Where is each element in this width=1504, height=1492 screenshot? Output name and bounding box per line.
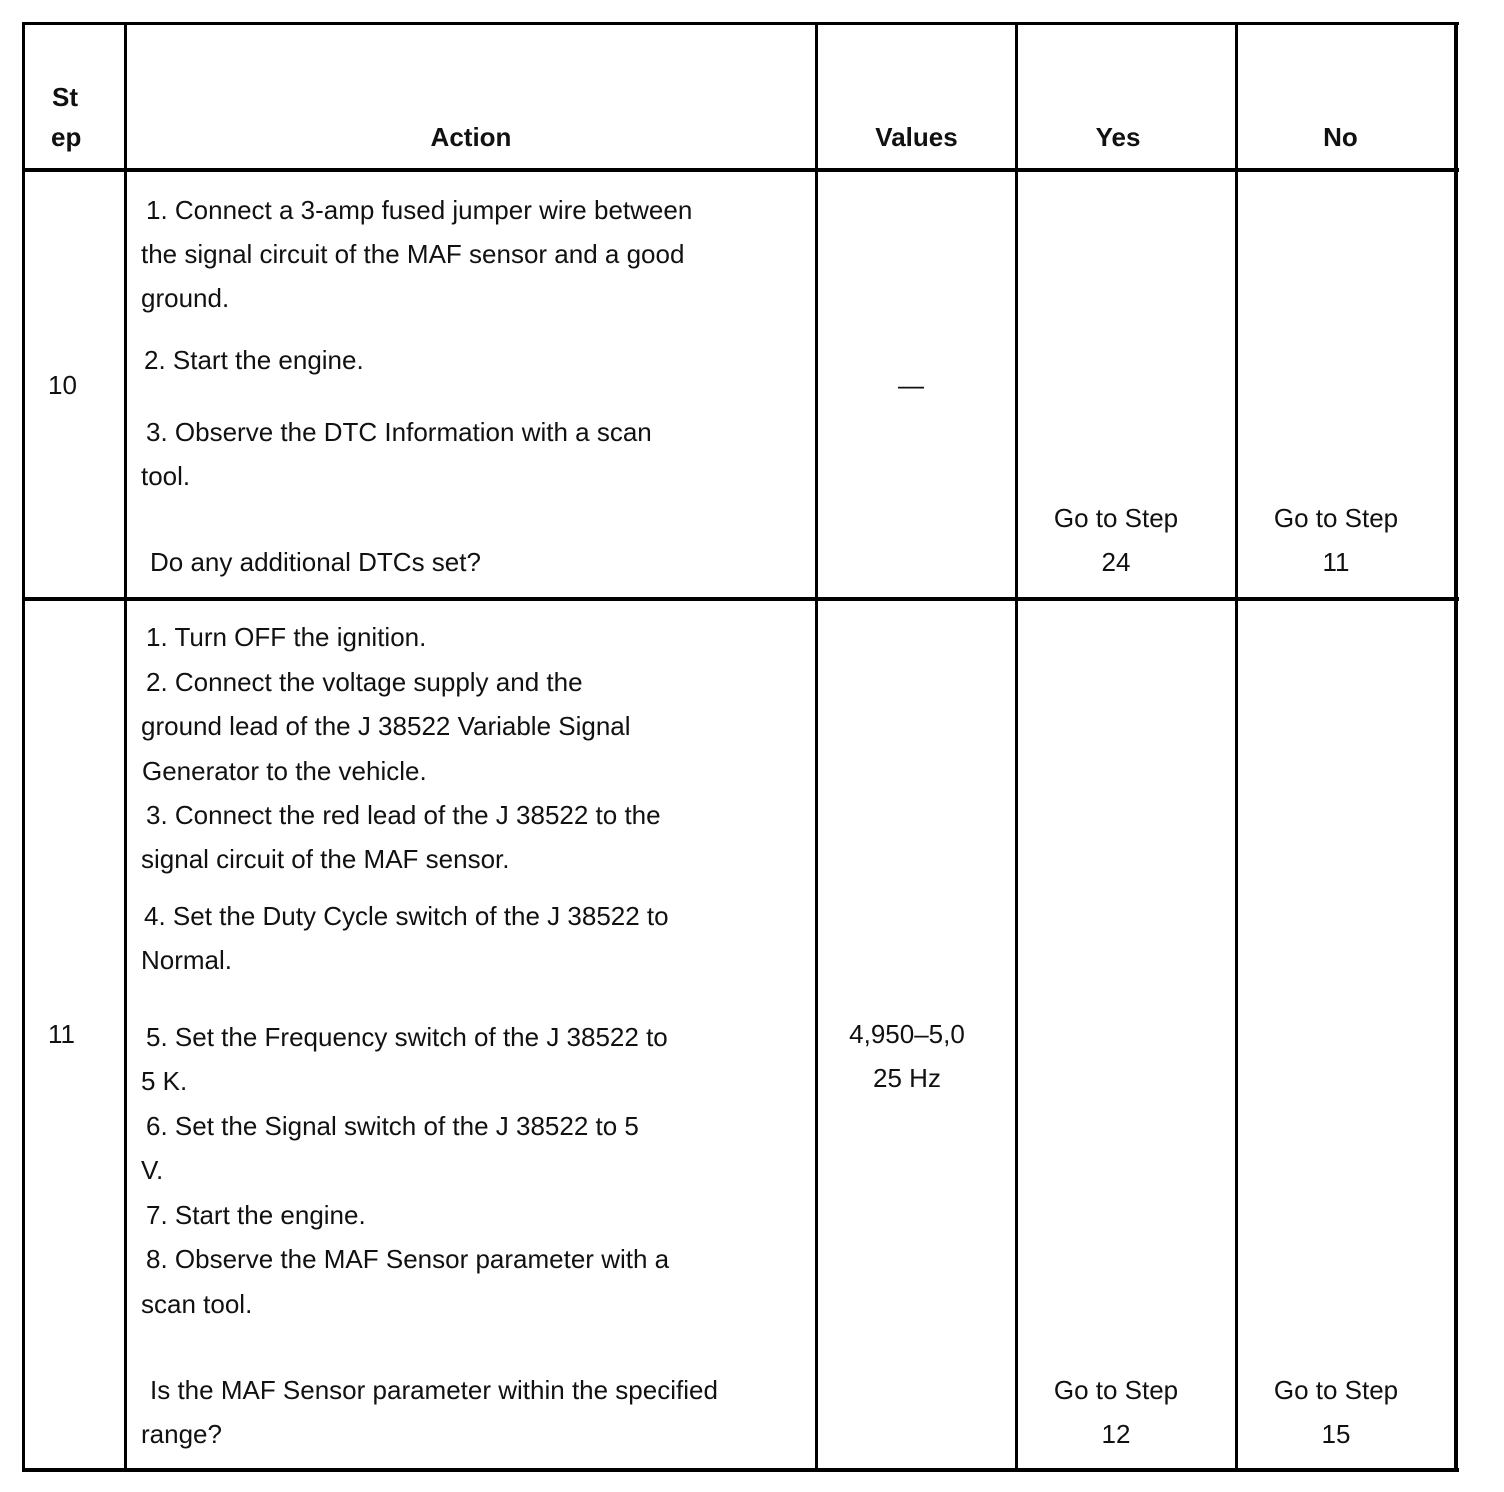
action-line: scan tool. [141, 1289, 253, 1319]
step-number: 11 [48, 1019, 75, 1049]
header-action: Action [430, 122, 512, 152]
step-number: 10 [48, 370, 77, 400]
border-col-values [1015, 22, 1018, 1472]
action-line: 5. Set the Frequency switch of the J 38522 to [146, 1022, 668, 1052]
border-right [1454, 22, 1458, 1472]
value-cell: — [898, 370, 924, 400]
value-cell: 25 Hz [873, 1063, 941, 1093]
action-line: ground. [141, 283, 230, 313]
action-question: range? [141, 1419, 222, 1449]
action-line: 3. Observe the DTC Information with a scan [146, 417, 652, 447]
action-line: 6. Set the Signal switch of the J 38522 to 5 [146, 1111, 639, 1141]
action-line: 1. Turn OFF the ignition. [146, 622, 427, 652]
action-line: 2. Start the engine. [144, 345, 364, 375]
border-col-yes [1235, 22, 1238, 1472]
action-line: 5 K. [141, 1066, 188, 1096]
action-line: 7. Start the engine. [146, 1200, 366, 1230]
action-question: Do any additional DTCs set? [150, 547, 481, 577]
border-top [22, 22, 1459, 25]
action-line: 1. Connect a 3-amp fused jumper wire between [146, 195, 693, 225]
header-yes: Yes [1095, 122, 1141, 152]
border-header-bottom [22, 168, 1459, 172]
action-line: 3. Connect the red lead of the J 38522 to the [146, 800, 661, 830]
header-no: No [1323, 122, 1358, 152]
no-goto-step: 11 [1322, 547, 1350, 577]
action-line: V. [141, 1155, 164, 1185]
border-col-step [124, 22, 127, 1472]
header-step-line1: St [52, 82, 78, 112]
yes-goto-label: Go to Step [1053, 1375, 1179, 1405]
action-line: signal circuit of the MAF sensor. [141, 844, 510, 874]
action-line: the signal circuit of the MAF sensor and a good [141, 239, 685, 269]
header-step-line2: ep [51, 122, 82, 152]
no-goto-label: Go to Step [1273, 503, 1399, 533]
border-bottom [22, 1468, 1459, 1472]
yes-goto-label: Go to Step [1053, 503, 1179, 533]
action-line: Normal. [141, 945, 233, 975]
action-line: 4. Set the Duty Cycle switch of the J 38522 to [144, 901, 669, 931]
yes-goto-step: 24 [1101, 547, 1131, 577]
border-col-action [815, 22, 818, 1472]
action-line: 2. Connect the voltage supply and the [146, 667, 583, 697]
value-cell: 4,950–5,0 [849, 1019, 965, 1049]
action-line: tool. [141, 461, 191, 491]
border-left [22, 22, 25, 1472]
header-values: Values [875, 122, 958, 152]
action-line: Generator to the vehicle. [142, 756, 427, 786]
action-line: 8. Observe the MAF Sensor parameter with a [146, 1244, 670, 1274]
no-goto-step: 15 [1321, 1419, 1351, 1449]
yes-goto-step: 12 [1101, 1419, 1131, 1449]
action-line: ground lead of the J 38522 Variable Signal [141, 711, 631, 741]
no-goto-label: Go to Step [1273, 1375, 1399, 1405]
action-question: Is the MAF Sensor parameter within the specified [150, 1375, 718, 1405]
border-row-divider [22, 597, 1459, 601]
